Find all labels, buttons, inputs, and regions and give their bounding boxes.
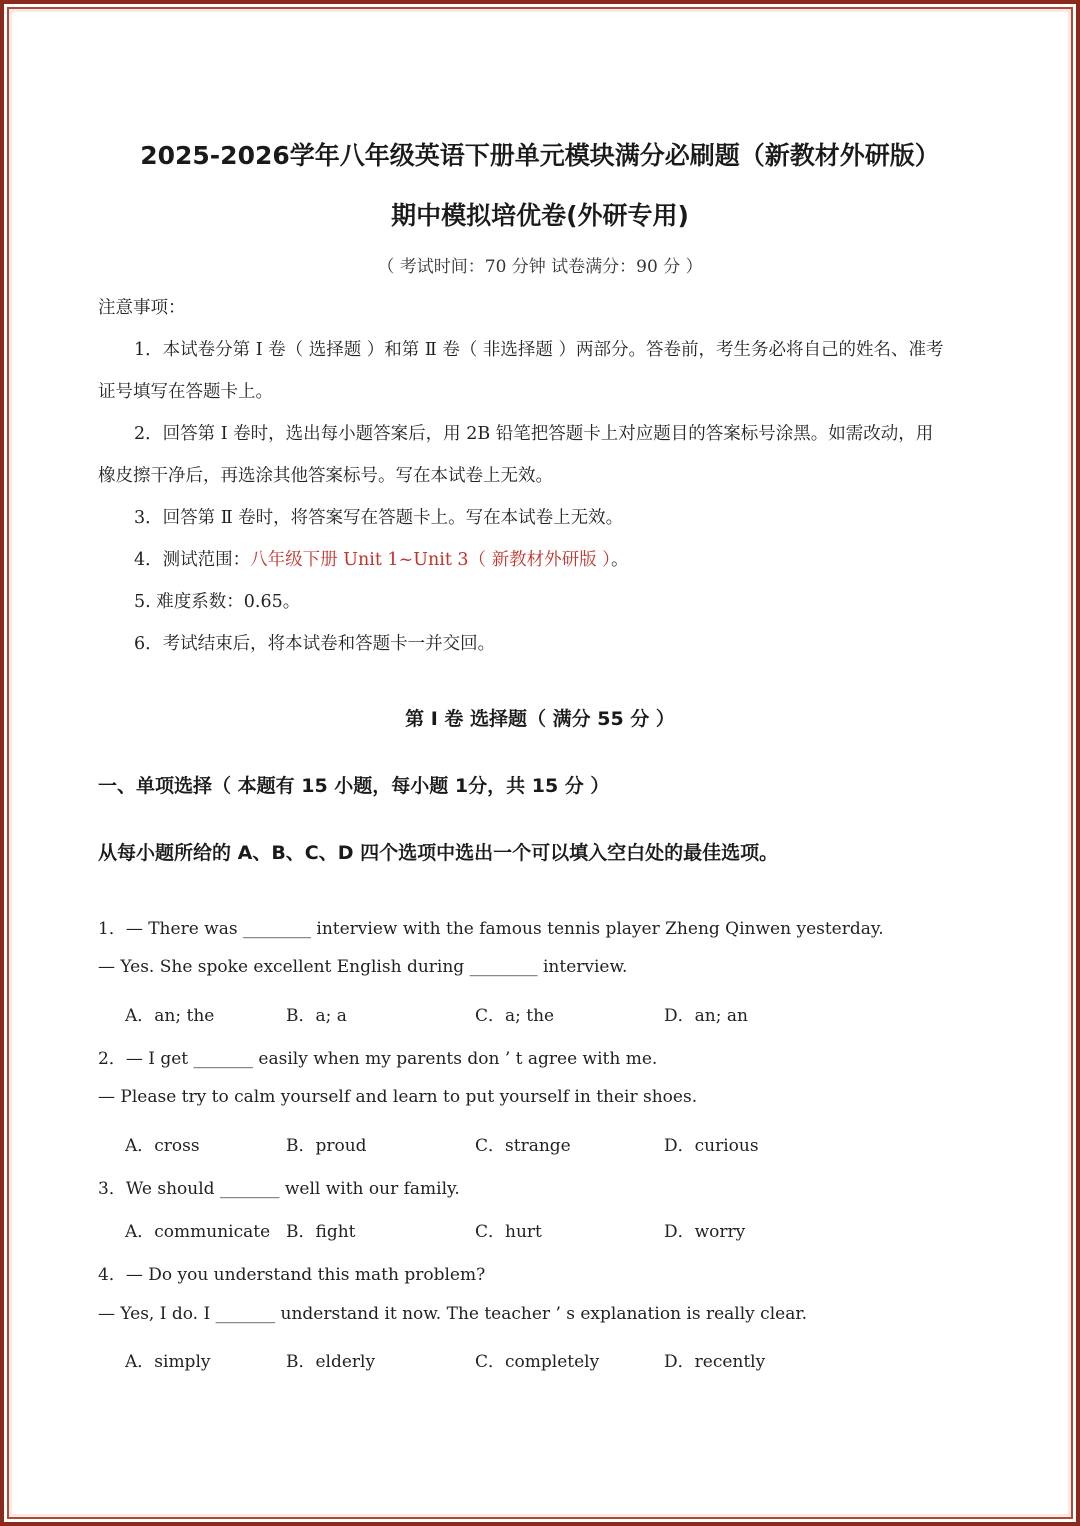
question-1-option-a[interactable]: A．an; the <box>125 1006 215 1026</box>
notes-label: 注意事项： <box>98 298 186 318</box>
question-2-option-c[interactable]: C．strange <box>475 1136 571 1156</box>
question-4-option-b[interactable]: B．elderly <box>286 1352 376 1372</box>
part1-heading: 一、单项选择（ 本题有 15 小题，每小题 1分，共 15 分 ） <box>98 775 610 797</box>
note-item-4 <box>134 546 628 571</box>
question-2-line2: — Please try to calm yourself and learn to put yourself in their shoes. <box>98 1087 698 1107</box>
section-title: 第 Ⅰ 卷 选择题（ 满分 55 分 ） <box>405 708 675 730</box>
question-1-line1: 1．— There was ________ interview with the famous tennis player Zheng Qinwen yesterday. <box>98 919 884 939</box>
question-3-line1: 3．We should _______ well with our family. <box>98 1179 460 1199</box>
question-3-option-c[interactable]: C．hurt <box>475 1222 542 1242</box>
question-4-line1: 4．— Do you understand this math problem? <box>98 1265 486 1285</box>
question-1-option-b[interactable]: B．a; a <box>286 1006 347 1026</box>
question-4-option-d[interactable]: D．recently <box>664 1352 766 1372</box>
question-4-option-a[interactable]: A．simply <box>125 1352 211 1372</box>
note-item-4-prefix: 4．测试范围： <box>134 550 251 570</box>
page-border-inner <box>7 7 1073 1519</box>
question-3-option-b[interactable]: B．fight <box>286 1222 356 1242</box>
note-item-1-line2: 证号填写在答题卡上。 <box>98 382 273 402</box>
exam-info: （ 考试时间：70 分钟 试卷满分：90 分 ） <box>377 257 703 277</box>
question-1-line2: — Yes. She spoke excellent English during ________ interview. <box>98 957 628 977</box>
question-4-option-c[interactable]: C．completely <box>475 1352 600 1372</box>
note-item-6: 6．考试结束后，将本试卷和答题卡一并交回。 <box>134 634 496 654</box>
note-item-2-line2: 橡皮擦干净后，再选涂其他答案标号。写在本试卷上无效。 <box>98 466 553 486</box>
question-4-line2: — Yes, I do. I _______ understand it now. The teacher ’ s explanation is really clear. <box>98 1304 808 1324</box>
question-2-option-d[interactable]: D．curious <box>664 1136 759 1156</box>
question-1-option-d[interactable]: D．an; an <box>664 1006 748 1026</box>
part1-instruction: 从每小题所给的 A、B、C、D 四个选项中选出一个可以填入空白处的最佳选项。 <box>98 842 779 864</box>
question-3-option-d[interactable]: D．worry <box>664 1222 746 1242</box>
document-title: 2025-2026学年八年级英语下册单元模块满分必刷题（新教材外研版） <box>140 141 940 170</box>
note-item-4-suffix: 。 <box>610 550 629 570</box>
note-item-2-line1: 2．回答第 Ⅰ 卷时，选出每小题答案后，用 2B 铅笔把答题卡上对应题目的答案标号涂黑。如需改动，用 <box>134 424 934 444</box>
note-item-5: 5. 难度系数：0.65。 <box>134 592 301 612</box>
document-subtitle: 期中模拟培优卷(外研专用) <box>391 201 689 230</box>
note-item-3: 3．回答第 Ⅱ 卷时，将答案写在答题卡上。写在本试卷上无效。 <box>134 508 624 528</box>
test-range: 八年级下册 Unit 1~Unit 3（ 新教材外研版 ） <box>250 550 611 570</box>
question-2-option-a[interactable]: A．cross <box>125 1136 200 1156</box>
question-2-option-b[interactable]: B．proud <box>286 1136 367 1156</box>
question-2-line1: 2．— I get _______ easily when my parents don ’ t agree with me. <box>98 1049 658 1069</box>
question-3-option-a[interactable]: A．communicate <box>125 1222 271 1242</box>
question-1-option-c[interactable]: C．a; the <box>475 1006 555 1026</box>
note-item-1-line1: 1．本试卷分第 Ⅰ 卷（ 选择题 ）和第 Ⅱ 卷（ 非选择题 ）两部分。答卷前，考生务必将自己的姓名、准考 <box>134 340 944 360</box>
